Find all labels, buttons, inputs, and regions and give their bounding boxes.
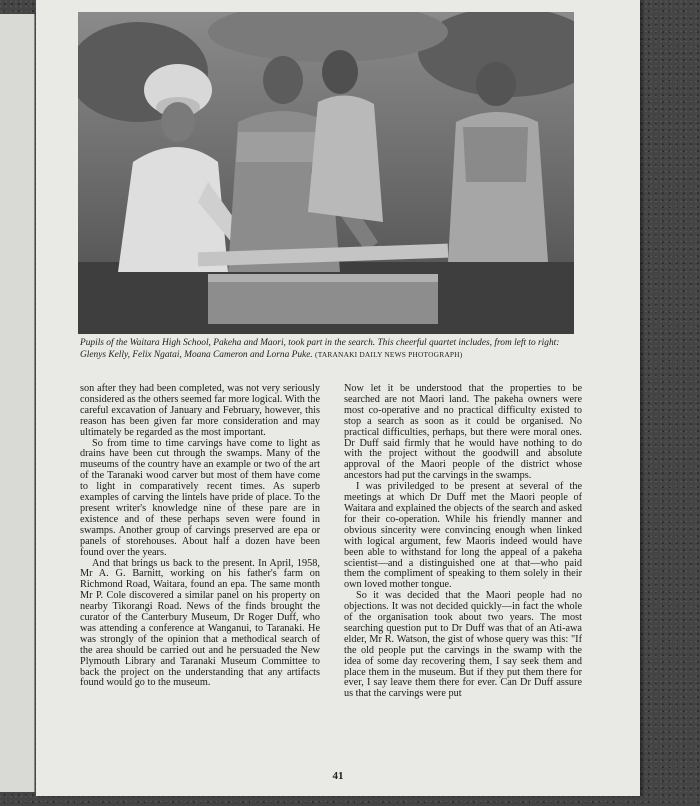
photo-credit: (TARANAKI DAILY NEWS PHOTOGRAPH) (315, 350, 463, 360)
photo-illustration (78, 12, 574, 334)
news-photograph (78, 12, 574, 334)
article-column-right (344, 384, 582, 700)
paragraph: I was priviledged to be present at several of the meetings at which Dr Duff met the Maori people of Waitara and explained the objects of the search and asked for their co-operation. While his friendly manner and obvious sincerity were convincing enough when linked with logical argument, few Maoris indeed would have been able to withstand for long the appeal of a pakeha scientist—and a distinguished one at that—who paid them the compliment of speaking to them solely in their own loved mother tongue. (344, 481, 582, 591)
paragraph: Now let it be understood that the properties to be searched are not Maori land. The pakeha owners were most co-operative and no practical difficulty existed to stop a search as soon as it could be organised. No practical difficulties, perhaps, but there were moral ones. Dr Duff said firmly that he would have nothing to do with the project without the goodwill and absolute approval of the Maori people of the district whose ancestors had put the carvings in the swamps. (344, 383, 582, 482)
magazine-page (36, 0, 640, 796)
article-column-left (80, 384, 320, 689)
caption-text: Pupils of the Waitara High School, Pakeha and Maori, took part in the search. This cheerful quartet includes, from left to right: Glenys Kelly, Felix Ngatai, Moana Cameron and Lorna Puke. (80, 338, 560, 361)
page-number: 41 (332, 770, 344, 782)
photo-caption (80, 338, 576, 362)
paragraph: son after they had been completed, was not very seriously considered as the others seemed far more logical. With the careful excavation of January and February, however, this reason has been given far more consideration and may ultimately be regarded as the most important. (80, 383, 320, 438)
paragraph: And that brings us back to the present. In April, 1958, Mr A. G. Barnitt, working on his father's farm on Richmond Road, Waitara, found an epa. The same month Mr P. Cole discovered a similar panel on his property on nearby Tikorangi Road. News of the finds brought the curator of the Canterbury Museum, Dr Roger Duff, who was attending a conference at Wanganui, to Taranaki. He was strongly of the opinion that a methodical search of the area should be carried out and he persuaded the New Plymouth Library and Taranaki Museum Committee to back the project on the understanding that any artifacts found would go to the museum. (80, 557, 320, 689)
paragraph: So it was decided that the Maori people had no objections. It was not decided quickly—in fact the whole of the organisation took about two years. The most searching question put to Dr Duff was that of an Ati-awa elder, Mr R. Watson, the gist of whose query was this: "If the old people put the carvings in the swamp with the idea of some day recovering them, I say seek them and place them in the museum. But if they put them there for ever, I say leave them there for ever. Can Dr Duff assure us that the carvings were put (344, 590, 582, 700)
paragraph: So from time to time carvings have come to light as drains have been cut through the swamps. Many of the museums of the country have an example or two of the art of the Taranaki wood carver but most of them have come to light in comparatively recent times. As superb examples of carving the lintels have pride of place. To the present writer's knowledge nine of these pare are in existence and of these perhaps seven were found in swamps. Another group of carvings preserved are epa or panels of storehouses. About half a dozen have been found over the years. (80, 437, 320, 558)
facing-page-edge (0, 14, 35, 792)
